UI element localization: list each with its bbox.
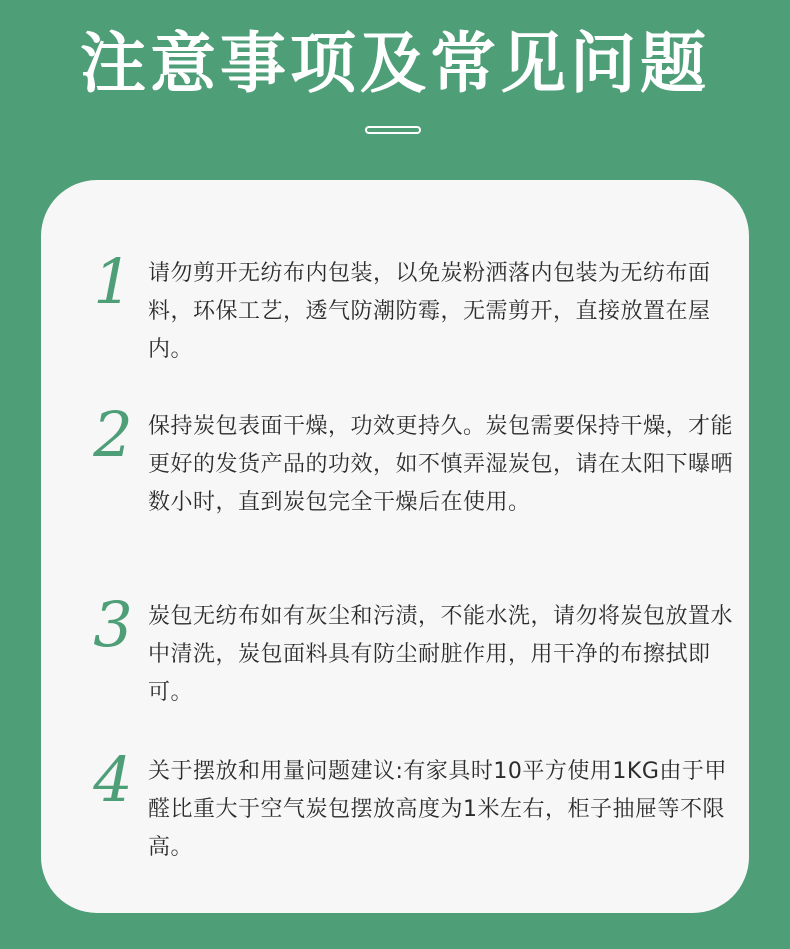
- page-title: 注意事项及常见问题: [80, 25, 710, 102]
- item-text: 关于摆放和用量问题建议:有家具时10平方使用1KG由于甲醛比重大于空气炭包摆放高度为1米左右，柜子抽屉等不限高。: [148, 759, 727, 860]
- item-number: 4: [93, 743, 133, 816]
- item-number: 2: [93, 398, 133, 471]
- item-text: 炭包无纺布如有灰尘和污渍，不能水洗，请勿将炭包放置水中清洗，炭包面料具有防尘耐脏作用，用干净的布擦拭即可。: [148, 604, 734, 705]
- title-divider: [365, 126, 421, 134]
- notice-card: [41, 180, 749, 913]
- item-number: 1: [93, 245, 133, 318]
- item-text: 请勿剪开无纺布内包装，以免炭粉洒落内包装为无纺布面料，环保工艺，透气防潮防霉，无需剪开，直接放置在屋内。: [148, 261, 711, 362]
- item-text: 保持炭包表面干燥，功效更持久。炭包需要保持干燥，才能更好的发货产品的功效，如不慎弄湿炭包，请在太阳下曝晒数小时，直到炭包完全干燥后在使用。: [148, 414, 734, 515]
- item-number: 3: [93, 588, 133, 661]
